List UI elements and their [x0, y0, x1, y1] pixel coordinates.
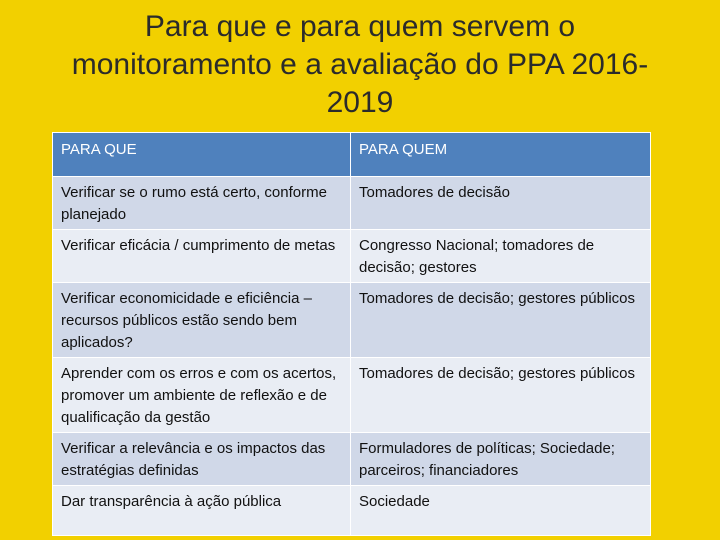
table-row [53, 358, 651, 433]
cell-para-que: Verificar se o rumo está certo, conforme planejado [53, 177, 351, 230]
slide-title-line-1: Para que e para quem servem o [144, 10, 576, 43]
cell-para-quem: Tomadores de decisão; gestores públicos [351, 358, 651, 433]
table-row [53, 433, 651, 486]
cell-para-que: Dar transparência à ação pública [53, 486, 351, 536]
slide-title [20, 8, 700, 122]
cell-para-quem: Tomadores de decisão [351, 177, 651, 230]
slide-title-line-3: 2019 [326, 86, 394, 119]
header-para-que: PARA QUE [53, 133, 351, 177]
slide-title-line-2: monitoramento e a avaliação do PPA 2016- [71, 48, 649, 81]
cell-para-quem: Tomadores de decisão; gestores públicos [351, 283, 651, 358]
cell-para-quem: Formuladores de políticas; Sociedade; parceiros; financiadores [351, 433, 651, 486]
table-row [53, 177, 651, 230]
cell-para-que: Verificar economicidade e eficiência – recursos públicos estão sendo bem aplicados? [53, 283, 351, 358]
cell-para-que: Aprender com os erros e com os acertos, promover um ambiente de reflexão e de qualificação da gestão [53, 358, 351, 433]
table-row [53, 230, 651, 283]
cell-para-quem: Sociedade [351, 486, 651, 536]
table-row [53, 283, 651, 358]
table-header-row [53, 133, 651, 177]
cell-para-quem: Congresso Nacional; tomadores de decisão; gestores [351, 230, 651, 283]
cell-para-que: Verificar eficácia / cumprimento de metas [53, 230, 351, 283]
cell-para-que: Verificar a relevância e os impactos das estratégias definidas [53, 433, 351, 486]
purpose-audience-table [52, 132, 651, 536]
table-row [53, 486, 651, 536]
header-para-quem: PARA QUEM [351, 133, 651, 177]
